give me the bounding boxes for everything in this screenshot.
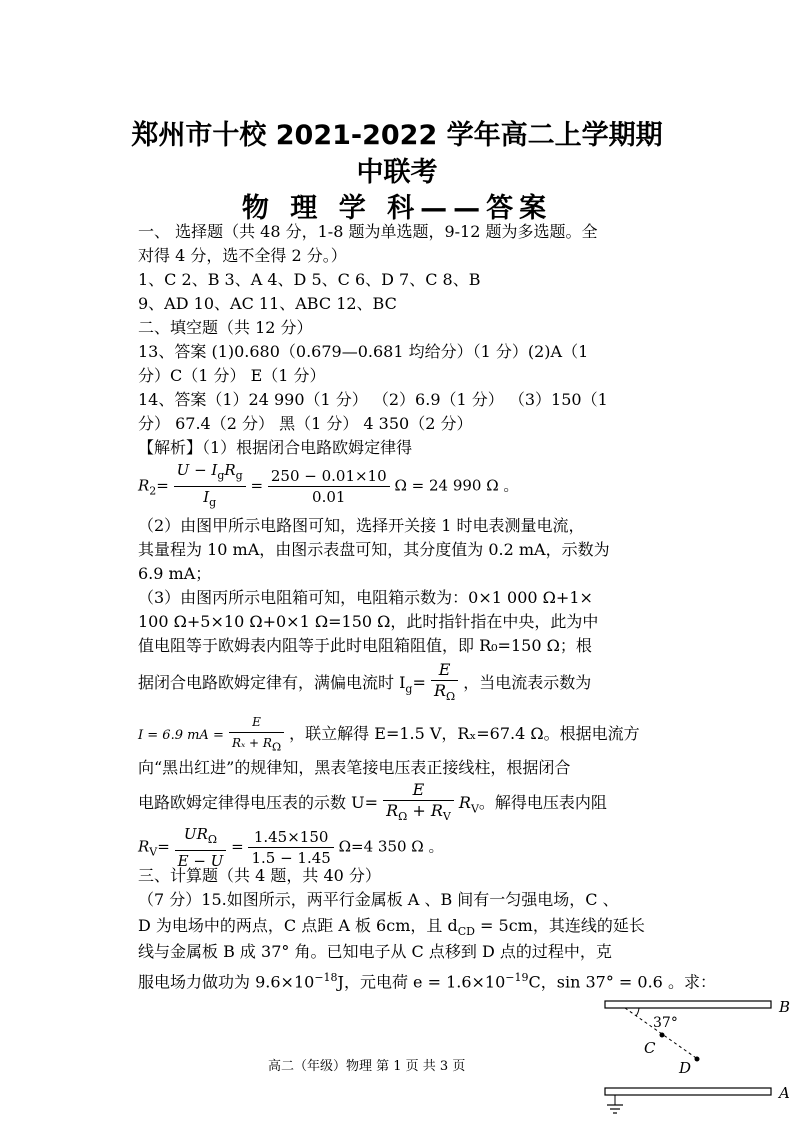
section1-heading: 一、 选择题（共 48 分，1-8 题为单选题，9-12 题为多选题。全 [138, 222, 598, 241]
analysis-part2-end: 6.9 mA； [138, 564, 212, 583]
eq1-fraction-symbolic: $\frac{U - I_gR_g}{I_g}$ [174, 460, 246, 513]
point-d [695, 1057, 700, 1062]
analysis-part3-cont1: 100 Ω+5×10 Ω+0×1 Ω=150 Ω，此时指针指在中央，此为中 [138, 612, 599, 631]
ig-fraction: $\frac{E}{R_\Omega}$ [431, 660, 458, 707]
q14-answer-cont: 分） 67.4（2 分） 黑（1 分） 4 350（2 分） [138, 414, 473, 433]
equation-rv: $R_V=$ $\frac{UR_\Omega}{E - U}$ = $\frac{1.45\times 150}{1.5 - 1.45}$ Ω=4 350 Ω 。 [138, 825, 444, 870]
label-b: B [779, 998, 791, 1016]
equation-r2: $R_2=$ $\frac{U - I_gR_g}{I_g}$ = $\frac{250 - 0.01\times 10}{0.01}$ Ω = 24 990 Ω 。 [138, 460, 518, 513]
analysis-part3: （3）由图丙所示电阻箱可知，电阻箱示数为：0×1 000 Ω+1× [138, 588, 593, 607]
q15-stem-4: 服电场力做功为 $9.6\times 10^{-18}J$，元电荷 $e = 1.6\times 10^{-19}C$，sin 37° = 0.6 。求： [138, 971, 716, 992]
q15-stem-3: 线与金属板 B 成 37° 角。已知电子从 C 点移到 D 点的过程中，克 [138, 942, 612, 961]
eq1-lhs: R [138, 476, 150, 495]
section3-heading: 三、计算题（共 4 题，共 40 分） [138, 866, 381, 885]
plate-a [605, 1088, 771, 1095]
analysis-heading: 【解析】（1）根据闭合电路欧姆定律得 [138, 438, 413, 457]
choice-answers-2: 9、AD 10、AC 11、ABC 12、BC [138, 294, 397, 313]
angle-arc [636, 1008, 639, 1016]
capacitor-figure [595, 995, 794, 1121]
eq4-fraction-symbolic: $\frac{UR_\Omega}{E - U}$ [175, 824, 227, 871]
eq1-fraction-numeric: $\frac{250 - 0.01\times 10}{0.01}$ [268, 466, 390, 507]
q15-stem-2: D 为电场中的两点，C 点距 A 板 6cm，且 $d_{CD} = 5cm$，其连线的延长 [138, 916, 645, 939]
q15-stem-1: （7 分）15.如图所示，两平行金属板 A 、B 间有一匀强电场，C 、 [138, 890, 619, 909]
page-footer: 高二（年级）物理 第 1 页 共 3 页 [268, 1059, 466, 1074]
q13-answer: 13、答案 (1)0.680（0.679—0.681 均给分）（1 分）(2)A（1 [138, 342, 589, 361]
eq4-fraction-numeric: $\frac{1.45\times 150}{1.5 - 1.45}$ [248, 827, 333, 868]
analysis-part3-i: I = 6.9 mA = $\frac{E}{\text{Rₓ + RΩ}}$ ，联立解得 E=1.5 V，Rₓ=67.4 Ω。根据电流方 [138, 712, 640, 757]
doc-title-line2: 中联考 [356, 157, 438, 188]
q14-answer: 14、答案（1）24 990（1 分） （2）6.9（1 分） （3）150（1 [138, 390, 608, 409]
doc-subject-title: 物 理 学 科——答案 [241, 193, 553, 224]
label-d: D [679, 1059, 692, 1077]
analysis-part2: （2）由图甲所示电路图可知，选择开关接 1 时电表测量电流， [138, 516, 585, 535]
analysis-part3-rule: 向“黑出红进”的规律知，黑表笔接电压表正接线柱，根据闭合 [138, 758, 571, 777]
choice-answers-1: 1、C 2、B 3、A 4、D 5、C 6、D 7、C 8、B [138, 270, 481, 289]
analysis-part3-u: 电路欧姆定律得电压表的示数 U= $\frac{E}{R_\Omega + R_V}$ $R_V$。解得电压表内阻 [138, 780, 607, 827]
label-a: A [779, 1084, 790, 1102]
section2-heading: 二、填空题（共 12 分） [138, 318, 313, 337]
section1-heading-cont: 对得 4 分，选不全得 2 分。） [138, 246, 347, 265]
doc-title-line1: 郑州市十校 2021-2022 学年高二上学期期 [131, 120, 663, 151]
q13-answer-cont: 分）C（1 分） E（1 分） [138, 366, 326, 385]
analysis-part3-cont2: 值电阻等于欧姆表内阻等于此时电阻箱阻值，即 R₀=150 Ω；根 [138, 636, 592, 655]
analysis-part3-ig: 据闭合电路欧姆定律有，满偏电流时 $I_g=$ $\frac{E}{R_\Omega}$ ，当电流表示数为 [138, 660, 591, 707]
angle-label: 37° [653, 1015, 678, 1031]
label-c: C [644, 1039, 656, 1057]
u-fraction: $\frac{E}{R_\Omega + R_V}$ [383, 780, 454, 827]
i-fraction: $\frac{E}{\text{Rₓ + RΩ}}$ [229, 712, 284, 757]
plate-b [605, 1001, 771, 1008]
point-c [660, 1033, 665, 1038]
analysis-part2-cont: 其量程为 10 mA，由图示表盘可知，其分度值为 0.2 mA，示数为 [138, 540, 610, 559]
